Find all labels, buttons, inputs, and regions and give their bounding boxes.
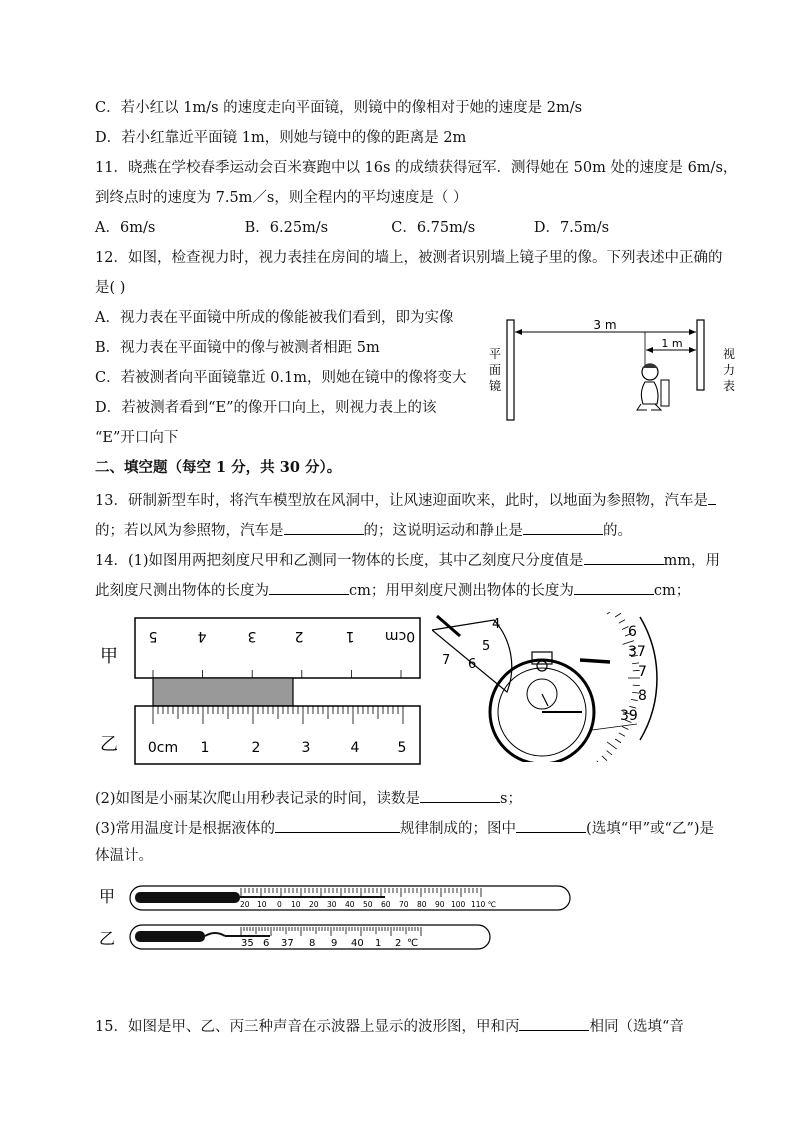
q13-stem-line1: [95, 488, 716, 511]
mirror-label-1: 平: [488, 347, 502, 361]
second-dial-tick: [607, 742, 617, 749]
q11-option-d: D．7.5m/s: [533, 220, 610, 236]
thermo-jia-scale-5: 30: [327, 900, 337, 909]
q14-text-1: 14．(1)如图用两把刻度尺甲和乙测同一物体的长度，其中乙刻度尺分度值是: [95, 553, 584, 569]
q11-option-c: C．6.75m/s: [391, 220, 476, 236]
q14-part3-line1: [95, 816, 714, 839]
q10-option-d: D．若小红靠近平面镜 1m，则她与镜中的像的距离是 2m: [95, 130, 467, 146]
q14-part3-text-1: (3)常用温度计是根据液体的: [95, 821, 276, 837]
second-dial-tick: [619, 620, 625, 623]
thermo-jia-scale-2: 0: [277, 900, 282, 909]
q11-stem-line2: 到终点时的速度为 7.5m／s，则全程内的平均速度是（ ）: [95, 190, 468, 206]
q14-text-2: mm，用: [663, 553, 720, 569]
q12-stem-line1: 12．如图，检查视力时，视力表挂在房间的墙上，被测者识别墙上镜子里的像。下列表述中正确的: [95, 250, 723, 266]
big-dial-37: 37: [628, 644, 646, 660]
second-dial-tick: [631, 699, 638, 700]
q15-text-1: 15．如图是甲、乙、丙三种声音在示波器上显示的波形图，甲和丙: [95, 1019, 520, 1035]
arrowhead-left-1m: [646, 347, 653, 353]
thermo-jia-scale-7: 50: [363, 900, 373, 909]
q15-text-2: 相同（选填“音: [589, 1019, 684, 1035]
small-dial-7: 7: [442, 653, 451, 668]
second-dial-tick: [602, 756, 607, 761]
thermo-jia-scale-9: 70: [399, 900, 409, 909]
q14-stem-line1: [95, 548, 720, 571]
eye-test-figure: [485, 310, 755, 425]
q14-part2: [95, 786, 522, 809]
q12-option-c: C．若被测者向平面镜靠近 0.1m，则她在镜中的像将变大: [95, 370, 467, 386]
mirror-label-3: 镜: [488, 379, 502, 393]
thermo-yi-scale-4: 9: [331, 938, 338, 949]
zoom-line: [592, 724, 637, 730]
arrowhead-right: [689, 329, 696, 335]
thermo-jia-scale-8: 60: [381, 900, 391, 909]
stopwatch-figure: [432, 612, 697, 762]
second-pointer: [580, 660, 610, 662]
big-dial-8: 8: [638, 688, 647, 704]
ruler-yi-tick-3: 3: [301, 740, 311, 756]
q14-blank-stopwatch[interactable]: [420, 786, 500, 803]
rulers-figure: [95, 610, 430, 770]
q14-blank-principle[interactable]: [275, 816, 400, 833]
big-dial-6: 6: [628, 624, 637, 640]
q13-text-3: 的；这说明运动和静止是: [363, 523, 523, 539]
eye-chart-wall: [697, 320, 704, 390]
q14-text-4: cm；用甲刻度尺测出物体的长度为: [349, 583, 574, 599]
q13-text-2: 的；若以风为参照物，汽车是: [95, 523, 284, 539]
second-dial-tick: [619, 733, 625, 736]
q14-part3-text-2: 规律制成的；图中: [400, 821, 517, 837]
second-dial-tick: [597, 761, 602, 762]
ruler-jia-tick-2: 2: [294, 628, 304, 644]
q14-text-5: cm；: [653, 583, 691, 599]
q10-option-c: C．若小红以 1m/s 的速度走向平面镜，则镜中的像相对于她的速度是 2m/s: [95, 100, 583, 116]
second-dial-tick: [607, 751, 612, 755]
q14-blank-division[interactable]: [584, 548, 664, 565]
ruler-yi-tick-5: 5: [397, 740, 407, 756]
subdial-hand: [542, 694, 548, 706]
arrowhead-right-1m: [689, 347, 696, 353]
chart-label-2: 力: [722, 363, 736, 377]
thermo-yi-scale-3: 8: [309, 938, 316, 949]
ruler-yi-tick-0: 0cm: [147, 740, 179, 756]
thermometers-figure: [95, 878, 575, 956]
q11-options: [95, 218, 609, 238]
distance-label-1m: 1 m: [661, 337, 683, 350]
q13-blank-2[interactable]: [284, 518, 364, 535]
thermo-jia-scale: [240, 900, 496, 909]
q15-blank-1[interactable]: [519, 1014, 589, 1031]
q14-part2-unit: s；: [500, 791, 522, 807]
q14-blank-length-yi[interactable]: [269, 578, 349, 595]
q12-option-d-line2: “E”开口向下: [95, 430, 179, 446]
measured-object: [153, 678, 293, 706]
ruler-jia-tick-4: 4: [197, 628, 207, 644]
ruler-yi-tick-4: 4: [350, 740, 360, 756]
q12-option-b: B．视力表在平面镜中的像与被测者相距 5m: [95, 340, 380, 356]
thermo-yi-scale-2: 37: [281, 938, 294, 949]
thermo-jia-label: 甲: [98, 887, 116, 906]
ruler-jia-tick-1: 1: [345, 628, 355, 644]
ruler-jia-label: 甲: [100, 646, 118, 667]
second-dial-tick: [607, 612, 617, 614]
ruler-jia-tick-0: 0cm: [384, 628, 416, 644]
thermo-yi-scale-1: 6: [263, 938, 270, 949]
thermo-jia-scale-1: 10: [257, 900, 267, 909]
q14-stem-line2: [95, 578, 690, 601]
big-dial-7: 7: [638, 664, 647, 680]
distance-label-3m: 3 m: [593, 318, 617, 332]
chart-label-3: 表: [722, 379, 736, 393]
chart-label-1: 视: [722, 347, 736, 361]
thermo-yi-scale-7: 2: [395, 938, 402, 949]
thermo-jia-scale-6: 40: [345, 900, 355, 909]
thermo-jia-scale-0: 20: [240, 900, 250, 909]
q14-part3-text-3: (选填“甲”或“乙”)是: [586, 821, 715, 837]
big-dial-39: 39: [620, 708, 638, 724]
q14-blank-length-jia[interactable]: [574, 578, 654, 595]
thermo-yi-scale-5: 40: [351, 938, 364, 949]
q14-text-3: 此刻度尺测出物体的长度为: [95, 583, 269, 599]
thermo-yi-scale-0: 35: [241, 938, 254, 949]
thermo-jia-scale-10: 80: [417, 900, 427, 909]
stopwatch-crown: [532, 652, 552, 664]
thermo-jia-scale-4: 20: [309, 900, 319, 909]
q11-stem-line1: 11．晓燕在学校春季运动会百米赛跑中以 16s 的成绩获得冠军．测得她在 50m 处的速度是 6m/s，: [95, 160, 738, 176]
ruler-jia-tick-3: 3: [247, 628, 257, 644]
small-dial-5: 5: [482, 639, 491, 654]
q13-text-1: 13．研制新型车时，将汽车模型放在风洞中，让风速迎面吹来，此时，以地面为参照物，汽车是: [95, 493, 708, 509]
thermo-jia-scale-11: 90: [435, 900, 445, 909]
q14-part2-text: (2)如图是小丽某次爬山用秒表记录的时间，读数是: [95, 791, 421, 807]
q12-stem-line2: 是( ): [95, 280, 126, 296]
thermo-yi-bulb: [135, 931, 205, 942]
small-dial-4: 4: [492, 617, 501, 632]
q13-stem-line2: [95, 518, 632, 541]
ruler-yi-tick-2: 2: [251, 740, 261, 756]
arrowhead-left: [515, 329, 522, 335]
small-dial-6: 6: [468, 657, 477, 672]
q14-part3-line2: 体温计。: [95, 848, 153, 864]
ruler-jia-tick-5: 5: [148, 628, 158, 644]
q13-blank-1[interactable]: [708, 488, 716, 505]
second-dial-tick: [622, 726, 628, 729]
q12-option-d-line1: D．若被测者看到“E”的像开口向上，则视力表上的该: [95, 400, 437, 416]
person-icon: [637, 364, 669, 411]
ruler-yi-tick-1: 1: [200, 740, 210, 756]
thermo-yi-label: 乙: [98, 929, 116, 948]
q14-blank-which[interactable]: [516, 816, 586, 833]
second-dial-tick: [615, 613, 621, 617]
q12-option-a: A．视力表在平面镜中所成的像能被我们看到，即为实像: [95, 310, 454, 326]
ruler-yi-label: 乙: [100, 734, 118, 755]
thermo-jia-scale-13: 110 ℃: [471, 900, 497, 909]
q13-blank-3[interactable]: [523, 518, 603, 535]
mirror-wall: [507, 320, 514, 420]
thermo-yi-scale-8: ℃: [407, 938, 419, 949]
q11-option-b: B．6.25m/s: [244, 220, 329, 236]
thermo-yi-scale-6: 1: [375, 938, 382, 949]
q13-text-4: 的。: [603, 523, 632, 539]
second-dial-tick: [615, 739, 621, 743]
thermo-jia-scale-3: 10: [291, 900, 301, 909]
section-2-title: 二、填空题（每空 1 分，共 30 分）。: [95, 459, 342, 476]
q15-stem-line1: [95, 1014, 684, 1037]
thermo-jia-bulb: [135, 892, 240, 903]
q11-option-a: A．6m/s: [95, 220, 156, 236]
mirror-label-2: 面: [488, 363, 502, 377]
thermo-jia-scale-12: 100: [451, 900, 466, 909]
ruler-jia: [135, 618, 420, 678]
